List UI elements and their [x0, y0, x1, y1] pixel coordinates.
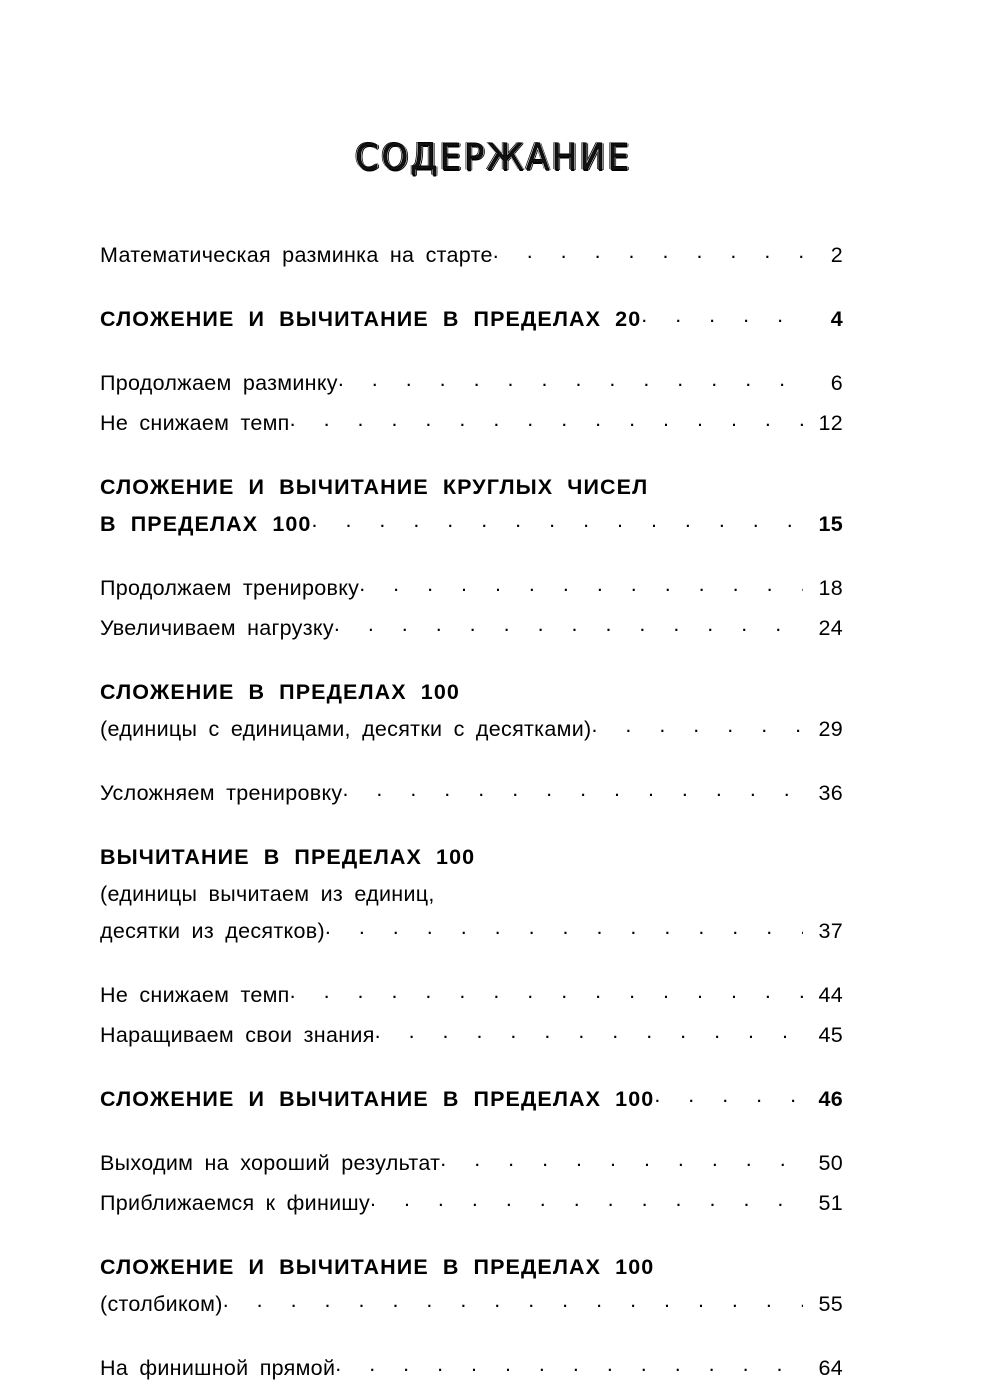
dot-leader [460, 678, 803, 700]
toc-entry-label: Наращиваем свои знания [100, 1023, 375, 1047]
dot-leader [335, 1354, 803, 1376]
toc-entry[interactable] [100, 977, 843, 1014]
toc-entry-label: (единицы с единицами, десятки с десятками) [100, 717, 592, 741]
dot-leader [654, 1253, 803, 1275]
toc-entry-label: Приближаемся к финишу [100, 1191, 371, 1215]
toc-entry-line [100, 237, 843, 274]
toc-entry-line [100, 876, 843, 913]
toc-entry-line [100, 365, 843, 402]
toc-page-number: 18 [818, 576, 843, 600]
dot-leader [370, 1189, 803, 1211]
toc-entry-label: СЛОЖЕНИЕ И ВЫЧИТАНИЕ КРУГЛЫХ ЧИСЕЛ [100, 475, 649, 499]
toc-entry[interactable] [100, 1145, 843, 1182]
toc-entry-label: Математическая разминка на старте [100, 243, 493, 267]
toc-page-number: 50 [818, 1151, 843, 1175]
toc-entry-line [100, 301, 843, 338]
toc-entry[interactable] [100, 1017, 843, 1054]
toc-entry-line [100, 506, 843, 543]
toc-entry-line [100, 977, 843, 1014]
dot-leader [591, 715, 803, 737]
toc-entry[interactable] [100, 365, 843, 402]
toc-page-number: 44 [818, 983, 843, 1007]
toc-entry[interactable] [100, 469, 843, 543]
toc-entry[interactable] [100, 610, 843, 647]
toc-entry[interactable] [100, 405, 843, 442]
toc-page-number: 46 [818, 1087, 843, 1111]
toc-entry-line [100, 1350, 843, 1387]
toc-entry-label: десятки из десятков) [100, 919, 325, 943]
toc-page-number: 29 [818, 717, 843, 741]
toc-entry-line [100, 1185, 843, 1222]
toc-entry-line [100, 1286, 843, 1323]
dot-leader [440, 1149, 803, 1171]
toc-entry-label: На финишной прямой [100, 1356, 336, 1380]
toc-page-number: 2 [830, 243, 843, 267]
table-of-contents [100, 234, 843, 1387]
toc-entry-label: СЛОЖЕНИЕ В ПРЕДЕЛАХ 100 [100, 680, 460, 704]
toc-entry-label: СЛОЖЕНИЕ И ВЫЧИТАНИЕ В ПРЕДЕЛАХ 20 [100, 307, 642, 331]
toc-page-number: 4 [830, 307, 843, 331]
toc-entry-line [100, 775, 843, 812]
toc-page-number: 37 [818, 919, 843, 943]
toc-entry[interactable] [100, 1185, 843, 1222]
dot-leader [325, 917, 803, 939]
toc-entry-label: Увеличиваем нагрузку [100, 616, 334, 640]
toc-entry-line [100, 570, 843, 607]
dot-leader [435, 880, 803, 902]
toc-page-number: 45 [818, 1023, 843, 1047]
toc-entry-label: (единицы вычитаем из единиц, [100, 882, 435, 906]
page-title: СОДЕРЖАНИЕ [355, 136, 632, 179]
toc-entry-label: СЛОЖЕНИЕ И ВЫЧИТАНИЕ В ПРЕДЕЛАХ 100 [100, 1255, 655, 1279]
toc-entry-label: Не снижаем темп [100, 411, 290, 435]
toc-page-number: 6 [830, 371, 843, 395]
toc-entry-label: Не снижаем темп [100, 983, 290, 1007]
toc-entry[interactable] [100, 301, 843, 338]
toc-entry-label: ВЫЧИТАНИЕ В ПРЕДЕЛАХ 100 [100, 845, 476, 869]
dot-leader [475, 843, 803, 865]
toc-entry-label: Усложняем тренировку [100, 781, 343, 805]
toc-entry[interactable] [100, 674, 843, 748]
dot-leader [359, 574, 803, 596]
toc-entry[interactable] [100, 237, 843, 274]
toc-entry-line [100, 405, 843, 442]
toc-entry-line [100, 1249, 843, 1286]
toc-entry-label: В ПРЕДЕЛАХ 100 [100, 512, 312, 536]
toc-page-number: 36 [818, 781, 843, 805]
dot-leader [648, 473, 803, 495]
toc-entry[interactable] [100, 1249, 843, 1323]
toc-entry[interactable] [100, 839, 843, 950]
dot-leader [290, 409, 803, 431]
toc-entry-line [100, 839, 843, 876]
toc-entry-line [100, 610, 843, 647]
toc-entry-line [100, 1145, 843, 1182]
toc-entry[interactable] [100, 1350, 843, 1387]
toc-entry-label: Продолжаем разминку [100, 371, 338, 395]
toc-entry-line [100, 674, 843, 711]
page-title-container [0, 118, 987, 198]
toc-entry-line [100, 913, 843, 950]
dot-leader [334, 614, 803, 636]
dot-leader [290, 981, 803, 1003]
dot-leader [641, 305, 809, 327]
dot-leader [223, 1290, 803, 1312]
dot-leader [338, 369, 809, 391]
toc-entry-line [100, 1081, 843, 1118]
toc-entry-label: (столбиком) [100, 1292, 223, 1316]
toc-page-number: 24 [818, 616, 843, 640]
dot-leader [493, 241, 809, 263]
dot-leader [312, 510, 804, 532]
dot-leader [654, 1085, 803, 1107]
dot-leader [375, 1021, 803, 1043]
toc-entry-line [100, 469, 843, 506]
toc-page-number: 12 [818, 411, 843, 435]
dot-leader [342, 779, 803, 801]
toc-page-number: 15 [818, 512, 843, 536]
toc-page-number: 51 [818, 1191, 843, 1215]
toc-entry-line [100, 1017, 843, 1054]
toc-entry[interactable] [100, 1081, 843, 1118]
toc-page-number: 64 [818, 1356, 843, 1380]
toc-entry-label: Продолжаем тренировку [100, 576, 360, 600]
toc-entry-line [100, 711, 843, 748]
toc-entry-label: Выходим на хороший результат [100, 1151, 441, 1175]
toc-page-number: 55 [818, 1292, 843, 1316]
toc-entry[interactable] [100, 775, 843, 812]
toc-entry[interactable] [100, 570, 843, 607]
toc-entry-label: СЛОЖЕНИЕ И ВЫЧИТАНИЕ В ПРЕДЕЛАХ 100 [100, 1087, 655, 1111]
